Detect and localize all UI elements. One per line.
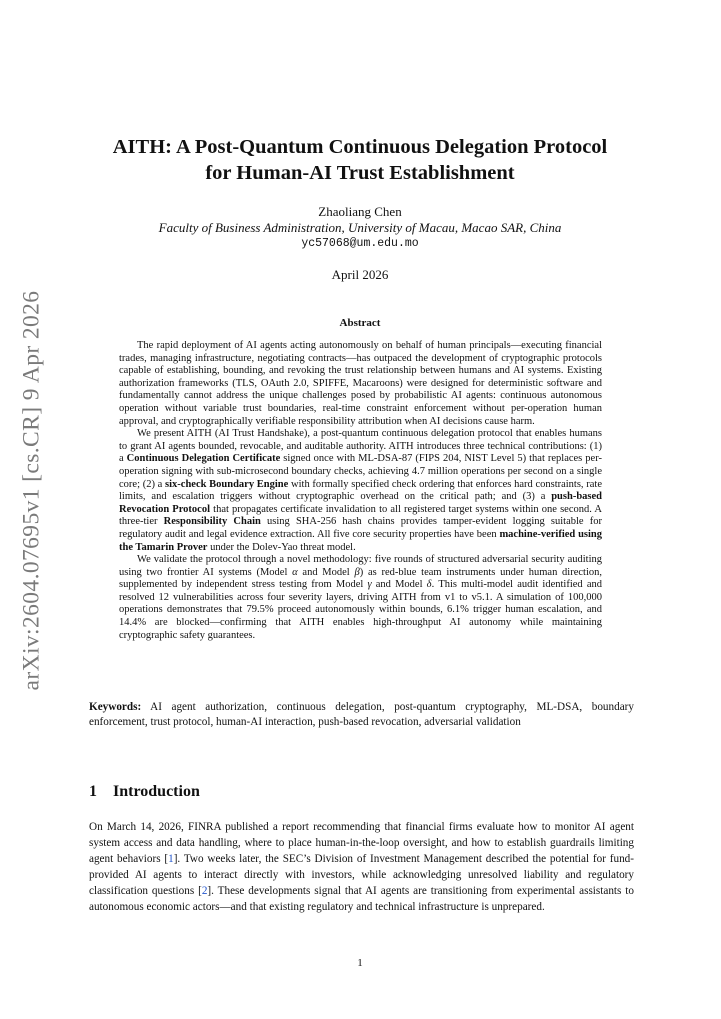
abstract-paragraph-3 [119, 554, 602, 642]
abstract-text: and Model [371, 579, 427, 591]
abstract-bold-term: push-based Revocation Protocol [119, 491, 602, 515]
abstract-text: that propagates certificate invalidation to all registered target systems within one second. A three-tier [119, 503, 602, 528]
abstract-bold-term: machine-verified using the Tamarin Prover [119, 528, 603, 553]
body-text: ]. Two weeks later, the SEC’s Division of Investment Management described the potential for fund-provided AI agents to interact directly with investors, while acknowledging unresolved liability and regulatory classification questions [ [89, 853, 634, 897]
author-block [60, 204, 660, 252]
keywords-label: Keywords: [89, 701, 142, 713]
abstract-text: using SHA-256 hash chains provides tamper-evident logging suitable for regulatory audit and legal evidence extraction. All five core security properties have been [119, 516, 602, 540]
keywords [89, 700, 634, 730]
math-symbol: α [292, 566, 298, 578]
arxiv-identifier-text: arXiv:2604.07695v1 [cs.CR] 9 Apr 2026 [18, 290, 45, 690]
paper-title [60, 134, 660, 186]
abstract-text: signed once with ML-DSA-87 (FIPS 204, NIST Level 5) that replaces per-operation signing with sub-microsecond boundary checks, achieving 4.7 million operations per second on a single core; (2) a [119, 453, 602, 490]
keywords-text: AI agent authorization, continuous delegation, post-quantum cryptography, ML-DSA, boundary enforcement, trust protocol, human-AI interaction, push-based revocation, adversarial validation [89, 701, 634, 728]
page-number: 1 [357, 957, 363, 969]
math-symbol: β [354, 566, 360, 578]
abstract-text: We validate the protocol through a novel methodology: five rounds of structured adversarial security auditing using two frontier AI systems (Model [119, 554, 602, 578]
abstract-text: under the Dolev-Yao threat model. [207, 541, 356, 553]
abstract-heading: Abstract [339, 317, 381, 329]
abstract-bold-term: Responsibility Chain [163, 516, 261, 528]
paper-title-line-1: AITH: A Post-Quantum Continuous Delegation Protocol [112, 136, 608, 158]
abstract-bold-term: six-check Boundary Engine [165, 478, 289, 490]
abstract-text: with formally specified check ordering that enforces hard constraints, rate limits, and escalation triggers without cryptographic overhead on the critical path; and (3) a [119, 478, 603, 503]
introduction-body [89, 819, 634, 915]
author-email: yc57068@um.edu.mo [301, 237, 419, 250]
section-heading-introduction [89, 783, 200, 801]
citation-link[interactable]: 2 [201, 885, 208, 897]
abstract-text: ) as red-blue team instruments under human direction, supplemented by independent stress testing from Model [119, 566, 603, 591]
introduction-paragraph-1 [89, 819, 634, 915]
author-name: Zhaoliang Chen [318, 204, 402, 219]
abstract-paragraph-1: The rapid deployment of AI agents acting autonomously on behalf of human principals—executing financial trades, managing infrastructure, negotiating contracts—has outpaced the development of cryptographic protocols capable of establishing, bounding, and revoking the trust relationship between humans and AI systems. Existing authorization frameworks (TLS, OAuth 2.0, SPIFFE, Macaroons) were designed for deterministic software and fundamentally cannot address the unique challenges posed by probabilistic AI agents: continuous autonomous operation without variable trust boundaries, real-time constraint enforcement without per-operation human approval, and cryptographically verifiable responsibility attribution when AI decisions cause harm. [119, 340, 602, 427]
publication-date: April 2026 [331, 267, 389, 282]
body-text: ]. These developments signal that AI agents are transitioning from experimental assistants to autonomous economic actors—and that existing regulatory and technical infrastructure is unprepared. [89, 885, 635, 913]
author-affiliation: Faculty of Business Administration, University of Macau, Macao SAR, China [158, 220, 562, 235]
abstract-paragraph-2 [119, 428, 602, 554]
abstract-body [119, 340, 602, 642]
abstract-text: and Model [297, 566, 355, 578]
paper-title-line-2: for Human-AI Trust Establishment [205, 162, 515, 184]
abstract-text: We present AITH (AI Trust Handshake), a post-quantum continuous delegation protocol that enables humans to grant AI agents bounded, revocable, and auditable authority. AITH introduces three technical contributions: (1) a [119, 428, 602, 465]
math-symbol: δ [426, 579, 432, 591]
arxiv-identifier-stamp [9, 290, 55, 690]
section-title: Introduction [113, 783, 200, 800]
math-symbol: γ [367, 579, 372, 591]
section-number: 1 [89, 783, 97, 800]
abstract-bold-term: Continuous Delegation Certificate [126, 453, 281, 465]
citation-link[interactable]: 1 [168, 853, 174, 865]
abstract-text: . This multi-model audit identified and resolved 12 vulnerabilities across four severity layers, driving AITH from v1 to v5.1. A simulation of 100,000 operations demonstrates that 79.5% proceed autonomously within bounds, 6.1% trigger human escalation, and 14.4% are blocked—confirming that AITH enables high-throughput AI autonomy while maintaining cryptographic safety guarantees. [119, 579, 602, 641]
body-text: On March 14, 2026, FINRA published a report recommending that financial firms evaluate how to monitor AI agent system access and data handling, where to place human-in-the-loop oversight, and how to establish guardrails limiting agent behaviors [ [89, 821, 634, 865]
